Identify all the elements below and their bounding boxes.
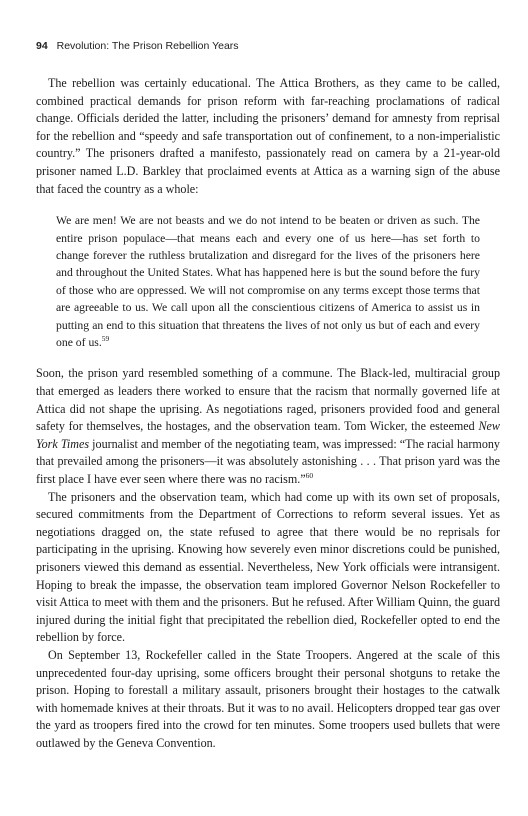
- paragraph-2: [36, 365, 500, 488]
- publication-title: New York Times: [36, 419, 500, 451]
- paragraph-1: The rebellion was certainly educational. The Attica Brothers, as they came to be called, combined practical demands for prison reform with far-reaching proclamations of radical change. Officials derided the latter, including the prisoners’ demand for amnesty from reprisal for the rebellion and “speedy and safe transportation out of confinement, to a non-imperialistic country.” The prisoners drafted a manifesto, passionately read on camera by a 21-year-old prisoner named L.D. Barkley that proclaimed events at Attica as a warning sign of the abuse that faced the country as a whole:: [36, 76, 500, 196]
- footnote-ref-59: 59: [101, 334, 110, 344]
- page-body: [36, 75, 500, 752]
- block-quote-text: We are men! We are not beasts and we do not intend to be beaten or driven as such. The entire prison populace—that means each and every one of us here—has set forth to change forever the ruthless brutalization and disregard for the lives of the prisoners here and throughout the United States. What has happened here is but the sound before the fury of those who are oppressed. We will not compromise on any terms except those terms that are agreeable to us. We call upon all the conscientious citizens of America to assist us in putting an end to this situation that threatens the lives of not only us but of each and every one of us.: [56, 214, 480, 349]
- paragraph-2-part-1: Soon, the prison yard resembled something of a commune. The Black-led, multiracial group that emerged as leaders there worked to ensure that the racism that normally governed life at Attica did not shape the uprising. As negotiations raged, prisoners provided food and general safety for themselves, the hostages, and the observation team. Tom Wicker, the esteemed: [36, 366, 500, 434]
- running-title: Revolution: The Prison Rebellion Years: [56, 40, 239, 52]
- paragraph-3: The prisoners and the observation team, which had come up with its own set of proposals, secured commitments from the Department of Corrections to reform several issues. Yet as negotiations dragged on, the state refused to agree that there would be no reprisals for participating in the uprising. Knowing how severely even minor discretions could be punished, prisoners viewed this demand as essential. Nevertheless, New York officials were intransigent. Hoping to break the impasse, the observation team implored Governor Nelson Rockefeller to visit Attica to meet with them and the prisoners. But he refused. After William Quinn, the guard injured during the initial fight that precipitated the rebellion died, Rockefeller opted to end the rebellion by force.: [36, 489, 500, 645]
- paragraph-4: On September 13, Rockefeller called in the State Troopers. Angered at the scale of this unprecedented four-day uprising, some officers brought their personal shotguns to retake the prison. Hoping to forestall a military assault, prisoners brought their hostages to the catwalk with homemade knives at their throats. But it was to no avail. Helicopters dropped tear gas over the yard as troopers fired into the crowd for ten minutes. Some troopers used bullets that were outlawed by the Geneva Convention.: [36, 647, 500, 750]
- page-number: 94: [36, 40, 48, 52]
- block-quote: [56, 212, 480, 351]
- running-header: [36, 40, 239, 52]
- paragraph-2-part-2: journalist and member of the negotiating team, was impressed: “The racial harmony that prevailed among the prisoners—it was absolutely astonishing . . . That prison yard was the first place I have ever seen where there was no racism.”: [36, 436, 500, 486]
- footnote-ref-60: 60: [305, 470, 314, 480]
